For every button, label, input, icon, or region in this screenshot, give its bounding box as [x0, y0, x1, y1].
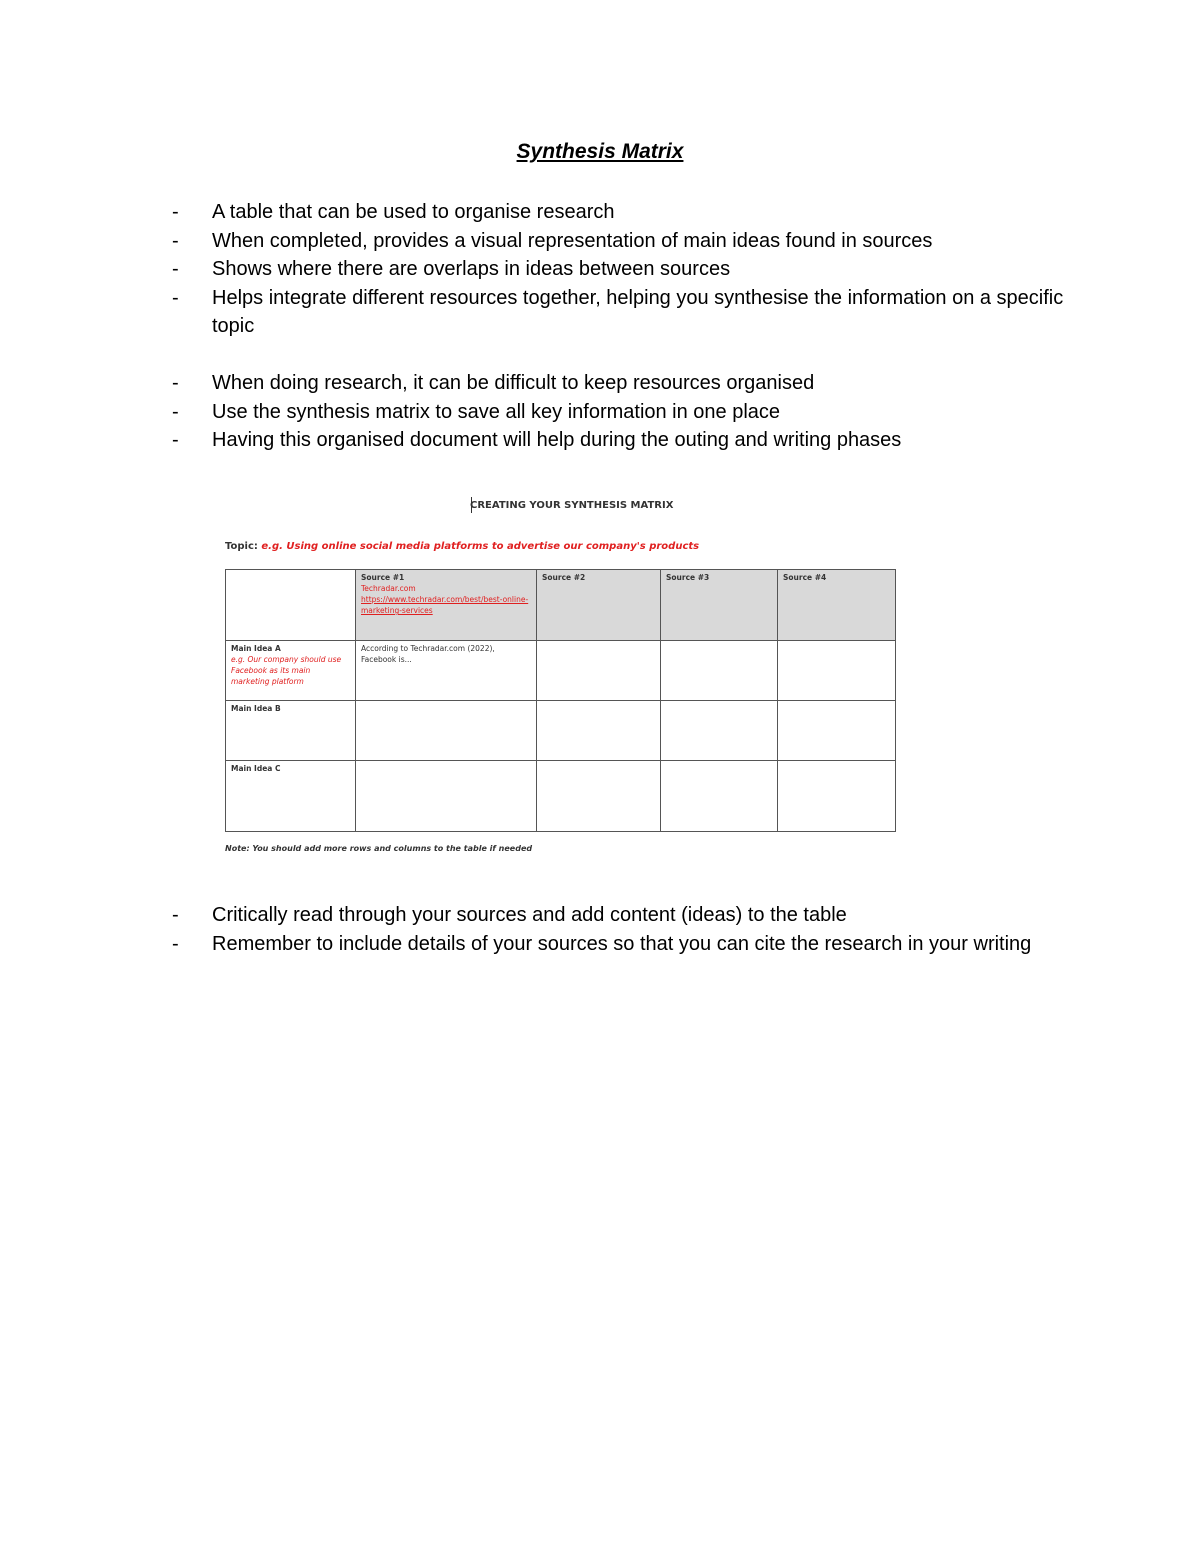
bullet-dash: - — [172, 229, 179, 252]
list-item — [172, 930, 1072, 959]
page-title: Synthesis Matrix — [516, 140, 684, 163]
matrix-cell — [537, 761, 661, 832]
table-row — [226, 641, 896, 701]
list-item — [172, 284, 1072, 341]
bullet-text: When completed, provides a visual representation of main ideas found in sources — [212, 229, 933, 252]
intro-bullet-list — [172, 198, 1072, 341]
bullet-text: Shows where there are overlaps in ideas between sources — [212, 258, 731, 280]
figure-topic — [225, 541, 699, 552]
list-item — [172, 426, 1072, 455]
header-source-2: Source #2 — [537, 570, 661, 641]
bullet-text: A table that can be used to organise research — [212, 201, 615, 223]
bullet-text: Remember to include details of your sources so that you can cite the research in your writing — [212, 932, 1032, 955]
matrix-cell — [778, 641, 896, 701]
row-label-cell — [226, 701, 356, 761]
reading-bullet-list — [172, 901, 1072, 958]
list-item — [172, 398, 1072, 427]
table-corner-cell — [226, 570, 356, 641]
list-item — [172, 198, 1072, 227]
figure-note: Note: You should add more rows and columns to the table if needed — [225, 844, 533, 853]
row-example: e.g. Our company should use Facebook as its main marketing platform — [231, 655, 342, 686]
list-item — [172, 369, 1072, 398]
header-source-1 — [356, 570, 537, 641]
matrix-cell — [778, 761, 896, 832]
matrix-cell — [661, 761, 778, 832]
bullet-dash: - — [172, 372, 179, 394]
header-source-4: Source #4 — [778, 570, 896, 641]
topic-value: e.g. Using online social media platforms to advertise our company's products — [261, 541, 700, 552]
bullet-dash: - — [172, 904, 179, 926]
table-header-row — [226, 570, 896, 641]
matrix-cell — [661, 701, 778, 761]
matrix-cell — [356, 701, 537, 761]
bullet-dash: - — [172, 400, 179, 423]
bullet-text: Helps integrate different resources together, helping you synthesise the information on a specific topic — [212, 286, 1064, 337]
table-row — [226, 701, 896, 761]
list-item — [172, 255, 1072, 284]
bullet-dash: - — [172, 932, 179, 955]
bullet-dash: - — [172, 201, 179, 223]
matrix-cell — [356, 761, 537, 832]
bullet-text: When doing research, it can be difficult to keep resources organised — [212, 372, 815, 394]
topic-label: Topic: — [225, 541, 258, 552]
table-row — [226, 761, 896, 832]
bullet-text: Critically read through your sources and add content (ideas) to the table — [212, 904, 847, 926]
matrix-cell — [661, 641, 778, 701]
list-item — [172, 227, 1072, 256]
matrix-cell — [537, 701, 661, 761]
bullet-text: Use the synthesis matrix to save all key information in one place — [212, 400, 781, 423]
figure-heading: CREATING YOUR SYNTHESIS MATRIX — [470, 500, 674, 511]
row-label-cell — [226, 641, 356, 701]
matrix-cell — [537, 641, 661, 701]
matrix-table — [225, 569, 896, 832]
row-label: Main Idea A — [231, 644, 281, 653]
synthesis-matrix-figure — [220, 495, 910, 865]
matrix-cell — [778, 701, 896, 761]
bullet-dash: - — [172, 429, 179, 451]
row-label-cell — [226, 761, 356, 832]
list-item — [172, 901, 1072, 930]
bullet-dash: - — [172, 286, 179, 309]
header-label: Source #1 — [361, 573, 405, 582]
matrix-cell: According to Techradar.com (2022), Facebook is... — [356, 641, 537, 701]
source-1-link[interactable]: https://www.techradar.com/best/best-online-marketing-services — [361, 595, 529, 615]
row-label: Main Idea C — [231, 764, 281, 773]
research-bullet-list — [172, 369, 1072, 455]
source-1-name: Techradar.com — [361, 584, 416, 593]
bullet-text: Having this organised document will help during the outing and writing phases — [212, 429, 902, 451]
row-label: Main Idea B — [231, 704, 281, 713]
bullet-dash: - — [172, 258, 179, 280]
header-source-3: Source #3 — [661, 570, 778, 641]
